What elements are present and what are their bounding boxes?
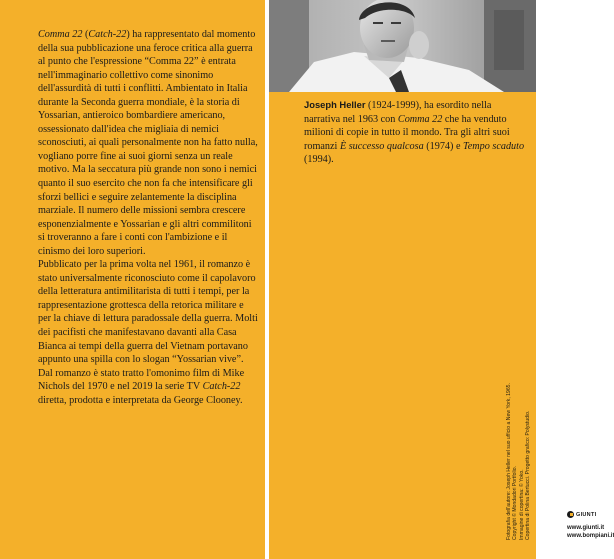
synopsis-text bbox=[38, 28, 258, 407]
photo-credits bbox=[506, 370, 532, 540]
author-photo bbox=[269, 0, 536, 92]
right-flap bbox=[269, 0, 614, 559]
publisher-url[interactable]: www.giunti.it bbox=[567, 525, 605, 531]
credit-line: Copyright © Mondadori Portfolio. bbox=[512, 466, 519, 540]
credit-line: Immagine di copertina: © Yoko. bbox=[518, 469, 525, 540]
publisher-logo-text: GIUNTI bbox=[576, 511, 597, 518]
author-bio bbox=[304, 98, 529, 167]
synopsis-paragraph: Comma 22 (Catch-22) ha rappresentato dal momento della sua pubblicazione una feroce critica alla guerra al punto che l'espressione “Comma 22” è entrata nell'immaginario collettivo come sinonimo dell'assurdità di tutti i conflitti. Ambientato in Italia durante la Seconda guerra mondiale, è la storia di Yossarian, antieroico bombardiere americano, ossessionato dall'idea che migliaia di nemici sconosciuti, ai quali personalmente non ha fatto nulla, vogliano porre fine ai suoi giorni senza un reale motivo. Ma la seccatura più grande non sono i nemici quanto il suo esercito che non fa che intensificare gli sforzi bellici e seguire zelantemente la disciplina marziale. Il numero delle missioni sembra crescere esponenzialmente e Yossarian e gli altri commilitoni si troveranno a fare i conti con l'ambizione e il cinismo dei loro superiori. bbox=[38, 29, 258, 257]
credit-line: Fotografia dell'autore: Joseph Heller nel suo ufficio a New York, 1965. bbox=[506, 383, 512, 540]
author-name: Joseph Heller bbox=[304, 99, 366, 110]
publisher-block bbox=[567, 511, 614, 540]
author-bio-text: (1924-1999), ha esordito nella narrativa nel 1963 con Comma 22 che ha venduto milioni di copie in tutto il mondo. Tra gli altri suoi romanzi È successo qualcosa (1974) e Tempo scaduto (1994). bbox=[304, 100, 525, 166]
credit-line: Copertina di Polina Bertucci. Progetto grafico: Polystudio. bbox=[525, 410, 532, 540]
synopsis-paragraph: Pubblicato per la prima volta nel 1961, il romanzo è stato universalmente riconosciuto come il capolavoro della letteratura antimilitarista di tutti i tempi, per la rappresentazione grottesca della retorica militare e per la chiave di lettura paradossale della guerra. Molti dei pacifisti che manifestavano davanti alla Casa Bianca ai tempi della guerra del Vietnam portavano appunto una spilla con lo slogan “Yossarian vive”. bbox=[38, 259, 258, 366]
left-flap bbox=[0, 0, 265, 559]
publisher-url[interactable]: www.bompiani.it bbox=[567, 533, 614, 539]
synopsis-paragraph: Dal romanzo è stato tratto l'omonimo film di Mike Nichols del 1970 e nel 2019 la serie TV Catch-22 diretta, prodotta e interpretata da George Clooney. bbox=[38, 367, 245, 406]
giunti-logo-icon bbox=[567, 511, 574, 518]
publisher-logo bbox=[567, 511, 614, 518]
